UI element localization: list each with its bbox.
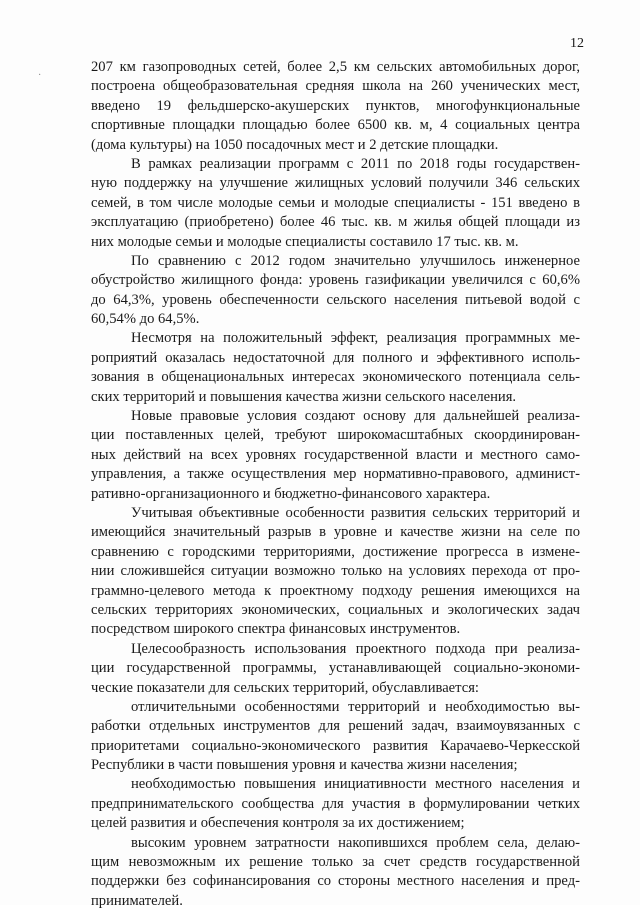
text-line: сельских территориях экономических, социальных и экологических задач bbox=[91, 601, 580, 618]
text-line: Республики в части повышения уровня и качества жизни населения; bbox=[91, 757, 518, 774]
body-text bbox=[91, 58, 580, 911]
text-line: приоритетами социально-экономического развития Карачаево-Черкесской bbox=[91, 737, 580, 754]
text-line: Учитывая объективные особенности развития сельских территорий и bbox=[131, 504, 580, 521]
text-line: (дома культуры) на 1050 посадочных мест и 2 детские площадки. bbox=[91, 136, 499, 153]
text-line: Несмотря на положительный эффект, реализация программных ме- bbox=[131, 330, 580, 347]
text-line: В рамках реализации программ с 2011 по 2018 годы государствен- bbox=[131, 155, 580, 172]
text-line: введено 19 фельдшерско-акушерских пунктов, многофункциональные bbox=[91, 97, 580, 114]
text-line: ции государственной программы, устанавливающей социально-экономи- bbox=[91, 660, 580, 677]
text-line: ции поставленных целей, требуют широкомасштабных скоординирован- bbox=[91, 427, 580, 444]
text-line: 60,54% до 64,5%. bbox=[91, 311, 200, 328]
text-line: нии сложившейся ситуации возможно только на условиях перехода от про- bbox=[91, 563, 580, 580]
text-line: обустройство жилищного фонда: уровень газификации увеличился с 60,6% bbox=[91, 272, 580, 289]
text-line: По сравнению с 2012 годом значительно улучшилось инженерное bbox=[131, 252, 580, 269]
margin-mark: · bbox=[38, 70, 42, 81]
text-line: работки отдельных инструментов для решений задач, взаимоувязанных с bbox=[91, 718, 580, 735]
text-line: ративно-организационного и бюджетно-финансового характера. bbox=[91, 485, 491, 502]
text-line: управления, а также осуществления мер нормативно-правового, админист- bbox=[91, 466, 580, 483]
text-line: ских территорий и повышения качества жизни сельского населения. bbox=[91, 388, 517, 405]
text-line: семей, в том числе молодые семьи и молодые специалисты - 151 введено в bbox=[91, 194, 580, 211]
text-line: необходимостью повышения инициативности местного населения и bbox=[131, 776, 580, 793]
text-line: щим невозможным их решение только за счет средств государственной bbox=[91, 854, 580, 871]
text-line: Новые правовые условия создают основу для дальнейшей реализа- bbox=[131, 408, 580, 425]
text-line: ную поддержку на улучшение жилищных условий получили 346 сельских bbox=[91, 175, 580, 192]
text-line: них молодые семьи и молодые специалисты составило 17 тыс. кв. м. bbox=[91, 233, 519, 250]
page-number: 12 bbox=[570, 36, 584, 51]
text-line: Целесообразность использования проектного подхода при реализа- bbox=[131, 640, 580, 657]
text-line: зования в общенациональных интересах экономического потенциала сель- bbox=[91, 369, 580, 386]
text-line: сравнению с городскими территориями, достижение прогресса в измене- bbox=[91, 543, 580, 560]
text-line: построена общеобразовательная средняя школа на 260 ученических мест, bbox=[91, 78, 580, 95]
text-line: спортивные площадки площадью более 6500 кв. м, 4 социальных центра bbox=[91, 117, 580, 134]
text-line: посредством широкого спектра финансовых инструментов. bbox=[91, 621, 461, 638]
text-line: имеющийся значительный разрыв в уровне и качестве жизни на селе по bbox=[91, 524, 580, 541]
text-line: высоким уровнем затратности накопившихся проблем села, делаю- bbox=[131, 834, 580, 851]
text-line: целей развития и обеспечения контроля за их достижением; bbox=[91, 815, 465, 832]
text-line: граммно-целевого метода к проектному подходу решения имеющихся на bbox=[91, 582, 580, 599]
text-line: принимателей. bbox=[91, 892, 183, 909]
text-line: эксплуатацию (приобретено) более 46 тыс. кв. м жилья общей площади из bbox=[91, 214, 580, 231]
text-line: до 64,3%, уровень обеспеченности сельского населения питьевой водой с bbox=[91, 291, 580, 308]
text-line: предпринимательского сообщества для участия в формулировании четких bbox=[91, 795, 580, 812]
text-line: отличительными особенностями территорий и необходимостью вы- bbox=[131, 698, 580, 715]
text-line: роприятий оказалась недостаточной для полного и эффективного исполь- bbox=[91, 349, 580, 366]
text-line: ческие показатели для сельских территорий, обуславливается: bbox=[91, 679, 479, 696]
text-line: 207 км газопроводных сетей, более 2,5 км сельских автомобильных дорог, bbox=[91, 59, 580, 75]
text-line: поддержки без софинансирования со стороны местного населения и пред- bbox=[91, 873, 580, 890]
text-line: ных действий на всех уровнях государственной власти и местного само- bbox=[91, 446, 580, 463]
